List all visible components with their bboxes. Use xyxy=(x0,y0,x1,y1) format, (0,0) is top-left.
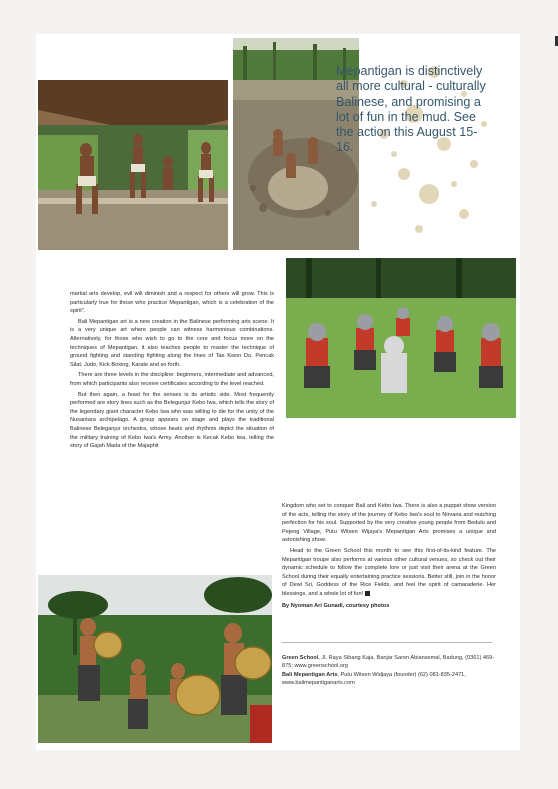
pull-quote-text: Mepantigan is distinctively all more cultural - culturally Balinese, and promising a lot of fun in the mud. See the action this August 15-16. xyxy=(336,64,486,155)
byline: By Nyoman Ari Gunadi, courtesy photos xyxy=(282,602,390,609)
contact-name: Bali Mepantigan Arts xyxy=(282,671,338,678)
end-mark-icon xyxy=(365,591,370,596)
contact-mepantigan xyxy=(282,671,502,688)
paragraph-text: Head to the Green School this month to see this first-of-its-kind feature. The Mepantigan troupe also performs at various other cultural venues, so check out their dynamic schedule to follow the complete lore or just visit their arena at the Green School during their equally entertaining practice sessions. Better still, join in the honor of Dewi Sri, Goddess of the Rice Fields, and feel the spirit of camaraderie. Her blessings, and a whole lot of fun! xyxy=(282,547,496,597)
article-right-column xyxy=(282,502,496,612)
paragraph xyxy=(282,547,496,599)
paragraph: Kingdom who set to conquer Bali and Kebo Iwa. There is also a puppet show version of the acts, telling the story of the journey of Kebo Iwa's soul to Nirvana and reaching perfection for his soul. Supported by the very creative young people from Bedulu and Pejeng Village, Putu Witsen Wijaya's Mepantigan Arts promises a unique and astonishing show. xyxy=(282,503,496,544)
contact-info xyxy=(282,654,502,688)
photo-dancers-field xyxy=(286,258,516,418)
paragraph: But then again, a feast for the senses is its artistic side. Most frequently performed are story lines such as the Belegunjur Kebo Iwa, which tells the story of the legendary giant character Kebo Iwa who was willing to die for the unity of the Nusantara archipelago. A group appears on stage and plays the traditional Balinese Beleganjur orchestra, whose beats and rhythms depict the situation of the military training of Kebo Iwa's Army. Another is Kecak Kebo Iwa, telling the story of Gajah Mada of the Majaphit xyxy=(70,391,274,450)
contact-divider xyxy=(282,642,492,643)
contact-details: , Jl. Raya Sibang Kaja, Banjar Saren Abiansemal, Badung, (0361) 469-875; www.greenschool.org xyxy=(282,655,495,670)
contact-details: , Putu Witsen Widjaya (founder) (62) 081-835-2471, www.balimepantiganarts.com xyxy=(282,671,466,687)
paragraph: There are three levels in the discipline: beginners, intermediate and advanced, from which participants also receive certificates according to the level reached. xyxy=(70,372,274,387)
pull-quote xyxy=(336,64,488,156)
contact-green-school xyxy=(282,654,502,671)
paragraph: martial arts develop, evil will diminish and a respect for others will grow. This is particularly true for those who practice Mepantigan, which is a celebration of the spirit". xyxy=(70,291,274,315)
photo-gamelan-musicians xyxy=(38,575,272,743)
article-left-column xyxy=(70,290,274,453)
photo-pavilion-training xyxy=(38,80,228,250)
contact-name: Green School xyxy=(282,655,319,661)
paragraph: Bali Mepantigan art is a new creation in the Balinese performing arts scene. It is a very unique art where people can witness harmonious combinations. Alternatively, for those who wish to go to the core and focus more on the techniques of Mepantigan, it also teaches people to master the technique of ground fighting and standing fighting along the lines of Tae Kwon Do, Pencak Silat, Judo, Kick Boxing, Karate and so forth. xyxy=(70,318,274,368)
